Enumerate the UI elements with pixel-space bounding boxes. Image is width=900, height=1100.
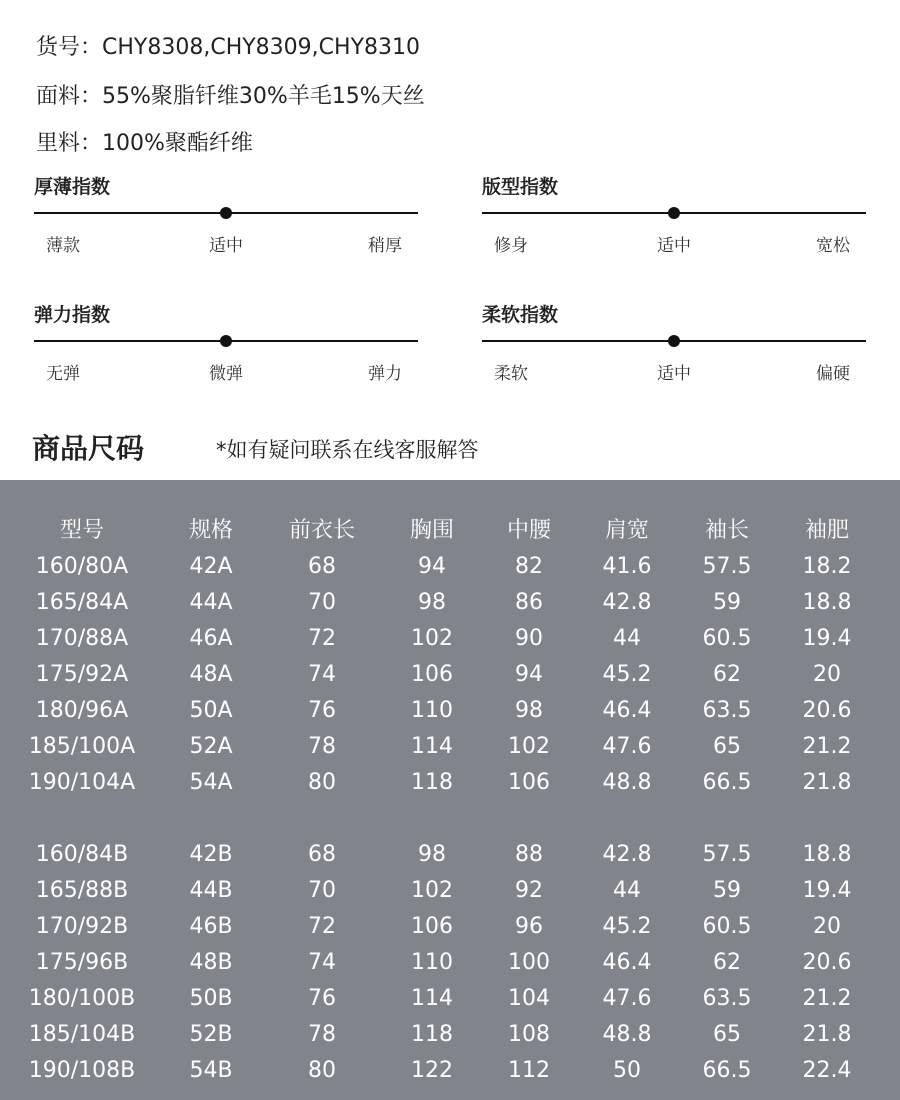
table-cell-spec: 54B <box>189 1058 233 1083</box>
table-cell-sleeve-width: 18.2 <box>802 554 852 579</box>
table-cell-waist: 106 <box>508 770 550 795</box>
table-cell-model: 180/96A <box>35 698 129 723</box>
index-left-label: 修身 <box>494 236 528 256</box>
table-cell-sleeve-length: 65 <box>713 1022 741 1047</box>
index-title: 弹力指数 <box>34 304 111 326</box>
fabric-label: 面料： <box>36 84 103 109</box>
table-cell-front-length: 70 <box>308 878 336 903</box>
table-cell-front-length: 70 <box>308 590 336 615</box>
table-cell-waist: 108 <box>508 1022 550 1047</box>
table-cell-sleeve-width: 21.8 <box>802 1022 852 1047</box>
table-header-shoulder: 肩宽 <box>604 518 649 543</box>
index-title: 柔软指数 <box>482 304 559 326</box>
table-cell-shoulder: 46.4 <box>602 698 652 723</box>
table-cell-chest: 94 <box>418 554 446 579</box>
table-cell-model: 165/88B <box>35 878 129 903</box>
table-cell-sleeve-length: 63.5 <box>702 698 752 723</box>
table-header-spec: 规格 <box>188 518 233 543</box>
table-cell-sleeve-length: 66.5 <box>702 1058 752 1083</box>
table-cell-shoulder: 50 <box>613 1058 641 1083</box>
index-right-label: 宽松 <box>816 236 850 256</box>
index-marker <box>668 207 680 219</box>
table-cell-front-length: 68 <box>308 842 336 867</box>
table-cell-chest: 122 <box>411 1058 453 1083</box>
table-cell-model: 160/80A <box>35 554 129 579</box>
table-cell-shoulder: 42.8 <box>602 590 652 615</box>
table-cell-spec: 52A <box>189 734 233 759</box>
table-cell-model: 170/88A <box>35 626 129 651</box>
table-cell-waist: 100 <box>508 950 550 975</box>
lining-line <box>36 126 253 157</box>
item-number-value: CHY8308,CHY8309,CHY8310 <box>102 35 420 60</box>
table-cell-waist: 94 <box>515 662 543 687</box>
lining-label: 里料： <box>36 131 103 156</box>
table-cell-shoulder: 42.8 <box>602 842 652 867</box>
table-cell-model: 190/104A <box>28 770 136 795</box>
table-cell-sleeve-width: 21.8 <box>802 770 852 795</box>
index-right-label: 弹力 <box>368 364 402 384</box>
table-cell-sleeve-length: 59 <box>713 590 741 615</box>
index-left-label: 薄款 <box>46 236 80 256</box>
index-marker <box>220 335 232 347</box>
index-mid-label: 适中 <box>657 364 691 384</box>
table-header-front-length: 前衣长 <box>288 518 355 543</box>
size-section-note: *如有疑问联系在线客服解答 <box>216 438 479 462</box>
table-header-chest: 胸围 <box>409 518 454 543</box>
table-cell-chest: 98 <box>418 842 446 867</box>
table-cell-waist: 90 <box>515 626 543 651</box>
table-cell-sleeve-width: 18.8 <box>802 590 852 615</box>
table-cell-shoulder: 45.2 <box>602 914 652 939</box>
table-cell-sleeve-width: 22.4 <box>802 1058 852 1083</box>
table-cell-shoulder: 44 <box>613 878 641 903</box>
table-cell-spec: 46A <box>189 626 233 651</box>
table-header-model: 型号 <box>59 518 104 543</box>
table-cell-front-length: 76 <box>308 698 336 723</box>
index-left-label: 柔软 <box>494 364 528 384</box>
table-cell-chest: 98 <box>418 590 446 615</box>
table-cell-chest: 118 <box>411 770 453 795</box>
index-title: 厚薄指数 <box>34 176 111 198</box>
table-cell-waist: 112 <box>508 1058 550 1083</box>
table-cell-front-length: 68 <box>308 554 336 579</box>
table-cell-waist: 92 <box>515 878 543 903</box>
table-cell-model: 175/92A <box>35 662 129 687</box>
table-cell-shoulder: 48.8 <box>602 770 652 795</box>
table-cell-shoulder: 41.6 <box>602 554 652 579</box>
table-cell-sleeve-length: 60.5 <box>702 626 752 651</box>
table-cell-front-length: 80 <box>308 770 336 795</box>
table-cell-front-length: 78 <box>308 1022 336 1047</box>
size-section-heading: 商品尺码 <box>32 432 145 465</box>
index-marker <box>220 207 232 219</box>
table-cell-sleeve-width: 19.4 <box>802 878 852 903</box>
table-cell-shoulder: 46.4 <box>602 950 652 975</box>
table-cell-front-length: 76 <box>308 986 336 1011</box>
table-cell-sleeve-width: 20.6 <box>802 950 852 975</box>
table-cell-sleeve-width: 21.2 <box>802 986 852 1011</box>
table-cell-spec: 44A <box>189 590 233 615</box>
table-cell-model: 175/96B <box>35 950 129 975</box>
table-cell-spec: 46B <box>189 914 233 939</box>
table-cell-shoulder: 44 <box>613 626 641 651</box>
table-cell-waist: 96 <box>515 914 543 939</box>
index-mid-label: 微弹 <box>209 364 243 384</box>
table-cell-sleeve-length: 60.5 <box>702 914 752 939</box>
table-cell-spec: 42B <box>189 842 233 867</box>
table-cell-front-length: 80 <box>308 1058 336 1083</box>
table-cell-sleeve-width: 20.6 <box>802 698 852 723</box>
size-table <box>0 480 900 1100</box>
fabric-value: 55%聚脂钎维30%羊毛15%天丝 <box>102 84 425 109</box>
table-cell-shoulder: 47.6 <box>602 986 652 1011</box>
table-cell-spec: 50A <box>189 698 233 723</box>
table-cell-sleeve-length: 62 <box>713 950 741 975</box>
table-cell-chest: 114 <box>411 734 453 759</box>
table-cell-sleeve-length: 63.5 <box>702 986 752 1011</box>
table-cell-spec: 48A <box>189 662 233 687</box>
table-cell-spec: 50B <box>189 986 233 1011</box>
table-cell-sleeve-width: 19.4 <box>802 626 852 651</box>
table-cell-spec: 48B <box>189 950 233 975</box>
table-cell-shoulder: 48.8 <box>602 1022 652 1047</box>
table-cell-shoulder: 45.2 <box>602 662 652 687</box>
table-cell-spec: 42A <box>189 554 233 579</box>
table-cell-waist: 104 <box>508 986 550 1011</box>
table-cell-model: 185/104B <box>28 1022 136 1047</box>
table-cell-sleeve-length: 62 <box>713 662 741 687</box>
table-cell-sleeve-width: 20 <box>813 662 841 687</box>
table-cell-model: 160/84B <box>35 842 129 867</box>
table-cell-front-length: 78 <box>308 734 336 759</box>
table-cell-chest: 110 <box>411 698 453 723</box>
table-cell-sleeve-length: 57.5 <box>702 554 752 579</box>
table-cell-waist: 98 <box>515 698 543 723</box>
index-mid-label: 适中 <box>209 236 243 256</box>
fabric-line <box>36 79 425 110</box>
item-number-line <box>36 30 420 61</box>
table-cell-spec: 54A <box>189 770 233 795</box>
table-cell-front-length: 74 <box>308 950 336 975</box>
table-cell-model: 170/92B <box>35 914 129 939</box>
index-right-label: 偏硬 <box>816 364 850 384</box>
table-cell-waist: 102 <box>508 734 550 759</box>
index-left-label: 无弹 <box>46 364 80 384</box>
table-cell-sleeve-length: 66.5 <box>702 770 752 795</box>
table-cell-sleeve-length: 59 <box>713 878 741 903</box>
table-cell-waist: 86 <box>515 590 543 615</box>
table-header-sleeve-length: 袖长 <box>704 518 749 543</box>
item-number-label: 货号： <box>36 35 103 60</box>
table-cell-model: 165/84A <box>35 590 129 615</box>
index-marker <box>668 335 680 347</box>
table-cell-sleeve-length: 65 <box>713 734 741 759</box>
table-cell-chest: 106 <box>411 662 453 687</box>
table-cell-front-length: 74 <box>308 662 336 687</box>
table-cell-chest: 102 <box>411 878 453 903</box>
table-cell-sleeve-width: 20 <box>813 914 841 939</box>
index-right-label: 稍厚 <box>368 236 402 256</box>
table-cell-shoulder: 47.6 <box>602 734 652 759</box>
table-cell-chest: 106 <box>411 914 453 939</box>
table-cell-waist: 88 <box>515 842 543 867</box>
lining-value: 100%聚酯纤维 <box>102 131 253 156</box>
table-cell-chest: 102 <box>411 626 453 651</box>
table-cell-sleeve-width: 21.2 <box>802 734 852 759</box>
table-header-sleeve-width: 袖肥 <box>804 518 849 543</box>
index-mid-label: 适中 <box>657 236 691 256</box>
index-title: 版型指数 <box>482 176 559 198</box>
table-cell-chest: 110 <box>411 950 453 975</box>
table-cell-sleeve-length: 57.5 <box>702 842 752 867</box>
table-cell-model: 190/108B <box>28 1058 136 1083</box>
table-cell-model: 180/100B <box>28 986 136 1011</box>
table-cell-spec: 44B <box>189 878 233 903</box>
table-cell-spec: 52B <box>189 1022 233 1047</box>
table-cell-sleeve-width: 18.8 <box>802 842 852 867</box>
table-cell-model: 185/100A <box>28 734 136 759</box>
table-header-waist: 中腰 <box>506 518 551 543</box>
table-cell-front-length: 72 <box>308 626 336 651</box>
table-cell-waist: 82 <box>515 554 543 579</box>
table-cell-front-length: 72 <box>308 914 336 939</box>
table-cell-chest: 118 <box>411 1022 453 1047</box>
table-cell-chest: 114 <box>411 986 453 1011</box>
